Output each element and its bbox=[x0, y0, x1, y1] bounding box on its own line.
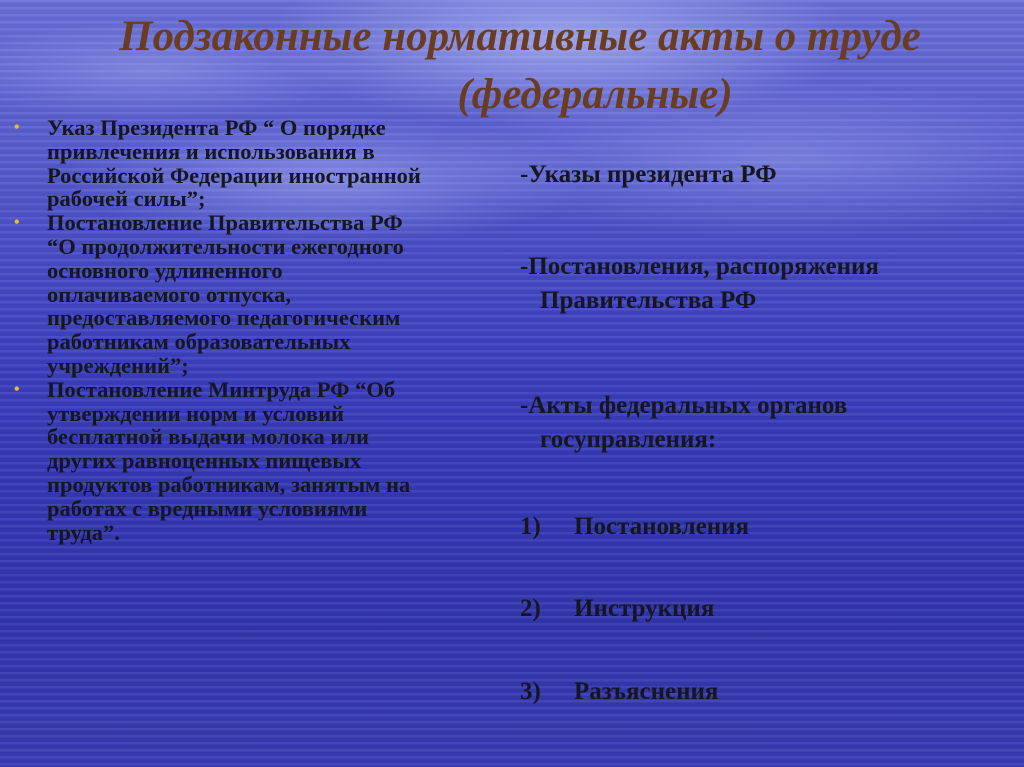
list-item-text: Указ Президента РФ “ О порядке привлечения и использования в Российской Федерации иностранной рабочей силы”; bbox=[47, 115, 421, 212]
left-bullet-list bbox=[14, 116, 434, 544]
numbered-item-text: Постановления bbox=[574, 513, 750, 540]
right-item-federal-acts-line2: госуправления: bbox=[540, 426, 717, 453]
numbered-item-number: 2) bbox=[520, 595, 541, 622]
numbered-item-number: 1) bbox=[520, 513, 541, 540]
list-item bbox=[14, 378, 434, 545]
right-item-resolutions-line1: -Постановления, распоряжения bbox=[520, 253, 879, 280]
right-item-decrees bbox=[520, 158, 777, 192]
right-item-federal-acts-line1: -Акты федеральных органов bbox=[520, 392, 848, 419]
list-item-text: Постановление Минтруда РФ “Об утверждении норм и условий бесплатной выдачи молока или других равноценных пищевых продуктов работникам, занятым на работах с вредными условиями труда”. bbox=[47, 376, 411, 545]
bullet-icon: • bbox=[14, 214, 20, 232]
numbered-item-1 bbox=[520, 510, 749, 544]
right-item-resolutions-line2: Правительства РФ bbox=[540, 287, 757, 314]
bullet-icon: • bbox=[14, 119, 20, 136]
numbered-item-number: 3) bbox=[520, 678, 541, 705]
right-item-federal-acts bbox=[520, 389, 847, 457]
numbered-item-text: Инструкция bbox=[574, 595, 715, 622]
numbered-item-text: Разъяснения bbox=[574, 678, 719, 705]
right-item-decrees-text: -Указы президента РФ bbox=[520, 161, 777, 188]
right-item-resolutions bbox=[520, 250, 879, 318]
title-line-1: Подзаконные нормативные акты о труде bbox=[119, 13, 921, 60]
list-item bbox=[14, 116, 434, 211]
numbered-item-3 bbox=[520, 675, 718, 709]
list-item bbox=[14, 211, 434, 378]
list-item-text: Постановление Правительства РФ “О продолжительности ежегодного основного удлиненного оплачиваемого отпуска, предоставляемого педагогическим работникам образовательных учреждений”; bbox=[47, 210, 404, 378]
numbered-item-2 bbox=[520, 592, 714, 626]
title-line-2: (федеральные) bbox=[457, 71, 733, 118]
slide-title bbox=[20, 8, 1020, 124]
bullet-icon: • bbox=[14, 380, 20, 398]
